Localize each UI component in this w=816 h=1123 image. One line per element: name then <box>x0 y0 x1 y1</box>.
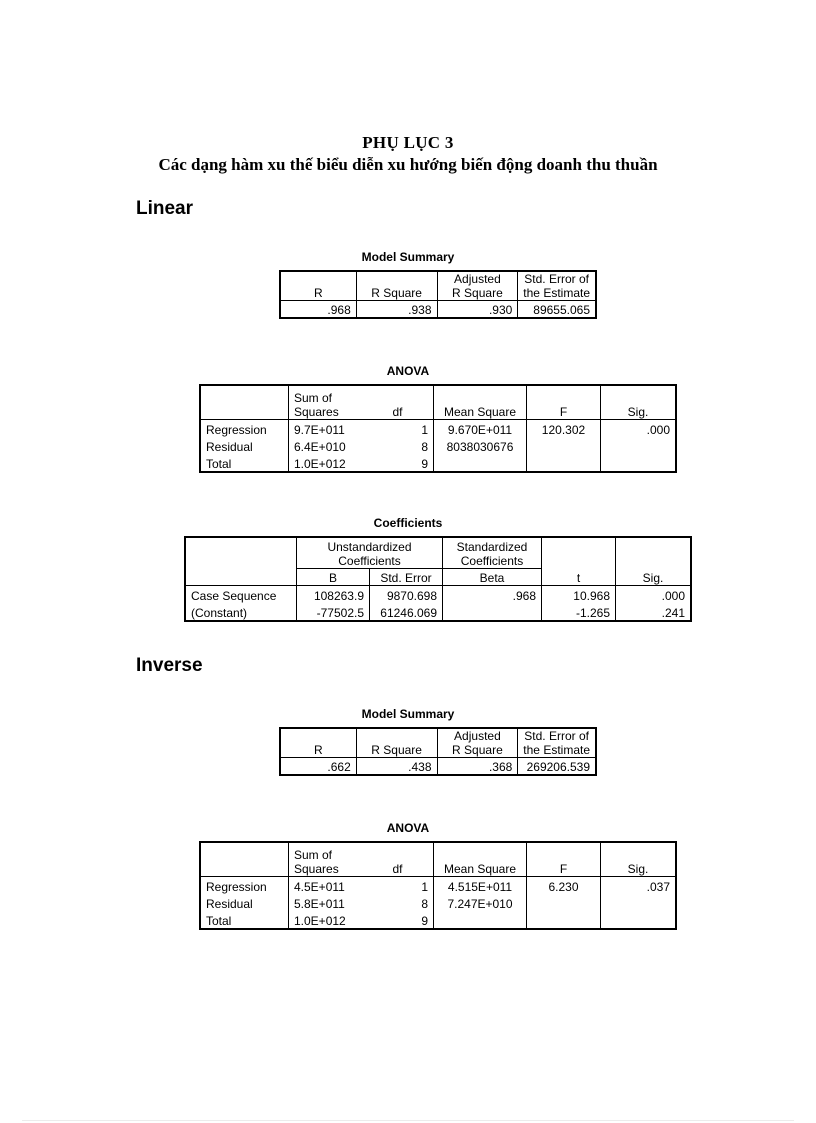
header-group-unstandardized <box>297 537 443 569</box>
value-cell <box>527 454 601 472</box>
header-cell <box>518 271 596 301</box>
header-cell: F <box>527 842 601 877</box>
header-cell: df <box>392 405 403 419</box>
header-cell <box>289 385 363 420</box>
value-cell: 5.8E+011 <box>289 894 363 911</box>
header-cell: F <box>527 385 601 420</box>
value-cell: .662 <box>280 758 356 776</box>
value-cell <box>443 603 542 621</box>
header-line: Std. Error of <box>524 729 589 743</box>
value-cell: 9870.698 <box>370 586 443 604</box>
value-cell: 1.0E+012 <box>289 911 363 929</box>
value-cell: 7.247E+010 <box>434 894 527 911</box>
model-summary-table <box>279 727 597 776</box>
value-cell: 8 <box>421 440 428 454</box>
row-label: Regression <box>200 420 289 438</box>
header-cell-empty <box>200 842 289 877</box>
header-line: Coefficients <box>460 554 524 568</box>
model-summary-caption: Model Summary <box>361 707 455 721</box>
table-row <box>200 911 676 929</box>
header-line: Adjusted <box>454 272 501 286</box>
value-cell: -77502.5 <box>297 603 370 621</box>
header-line: R Square <box>452 286 503 300</box>
header-line: the Estimate <box>523 743 590 757</box>
header-line: the Estimate <box>523 286 590 300</box>
table-row <box>200 420 676 438</box>
value-cell: .938 <box>356 301 437 319</box>
value-cell: 9 <box>421 914 428 928</box>
value-cell: 9 <box>421 457 428 471</box>
value-cell: .438 <box>356 758 437 776</box>
value-cell: 8038030676 <box>434 437 527 454</box>
section-heading-inverse: Inverse <box>136 655 203 676</box>
appendix-title: PHỤ LỤC 3 <box>362 133 454 152</box>
header-cell: B <box>297 569 370 586</box>
row-label: Residual <box>206 897 253 911</box>
header-cell: Mean Square <box>434 842 527 877</box>
header-cell: t <box>542 537 616 586</box>
value-cell <box>434 454 527 472</box>
anova-caption: ANOVA <box>386 821 430 835</box>
value-cell <box>601 894 677 911</box>
table-row <box>200 454 676 472</box>
value-cell: 61246.069 <box>370 603 443 621</box>
row-label: Regression <box>200 877 289 895</box>
header-line: Std. Error of <box>524 272 589 286</box>
header-cell: R Square <box>356 271 437 301</box>
value-cell: 1 <box>362 877 434 895</box>
value-cell: .000 <box>601 420 677 438</box>
value-cell: .037 <box>601 877 677 895</box>
value-cell: -1.265 <box>542 603 616 621</box>
value-cell: 6.230 <box>527 877 601 895</box>
coefficients-caption: Coefficients <box>373 516 443 530</box>
table-row <box>185 603 691 621</box>
header-cell: R <box>314 286 323 300</box>
value-cell: 1 <box>362 420 434 438</box>
value-cell: 89655.065 <box>518 301 596 319</box>
row-label: (Constant) <box>191 606 248 620</box>
header-cell <box>518 728 596 758</box>
page-bottom-rule <box>22 1120 794 1121</box>
anova-table <box>199 384 677 473</box>
header-cell-empty <box>200 385 289 420</box>
table-row <box>200 437 676 454</box>
header-line: Sum of <box>294 391 333 405</box>
value-cell: 10.968 <box>542 586 616 604</box>
value-cell <box>601 454 677 472</box>
value-cell: 6.4E+010 <box>289 437 363 454</box>
value-cell: .000 <box>616 586 692 604</box>
header-line: Squares <box>294 862 339 876</box>
value-cell: 8 <box>421 897 428 911</box>
header-line: Sum of <box>294 848 333 862</box>
header-cell: Sig. <box>601 385 677 420</box>
value-cell: .930 <box>437 301 518 319</box>
model-summary-table <box>279 270 597 319</box>
value-cell <box>527 437 601 454</box>
header-cell: R <box>314 743 323 757</box>
anova-caption: ANOVA <box>386 364 430 378</box>
value-cell: 9.670E+011 <box>434 420 527 438</box>
section-heading-linear: Linear <box>136 198 194 219</box>
value-cell: .968 <box>443 586 542 604</box>
table-row <box>200 894 676 911</box>
header-line: Standardized <box>456 540 528 554</box>
value-cell: 9.7E+011 <box>289 420 363 438</box>
value-cell <box>434 911 527 929</box>
value-cell <box>601 911 677 929</box>
coefficients-table <box>184 536 692 622</box>
value-cell: 120.302 <box>527 420 601 438</box>
row-label: Total <box>206 457 232 471</box>
row-label: Case Sequence <box>185 586 297 604</box>
header-line: Coefficients <box>338 554 401 568</box>
row-label: Residual <box>206 440 253 454</box>
header-cell: Std. Error <box>370 569 443 586</box>
appendix-subtitle: Các dạng hàm xu thế biểu diễn xu hướng biến động doanh thu thuần <box>158 155 658 174</box>
header-cell-empty <box>185 537 297 586</box>
header-line: R Square <box>452 743 503 757</box>
value-cell <box>601 437 677 454</box>
table-row <box>185 586 691 604</box>
header-cell <box>437 271 518 301</box>
header-cell: df <box>392 862 403 876</box>
value-cell <box>527 894 601 911</box>
header-group-standardized <box>443 537 542 569</box>
value-cell: .241 <box>616 603 692 621</box>
value-cell: .968 <box>280 301 356 319</box>
value-cell: 4.515E+011 <box>434 877 527 895</box>
header-line: Unstandardized <box>327 540 412 554</box>
model-summary-caption: Model Summary <box>361 250 455 264</box>
header-cell: Mean Square <box>434 385 527 420</box>
header-line: Adjusted <box>454 729 501 743</box>
value-cell <box>527 911 601 929</box>
header-cell: R Square <box>356 728 437 758</box>
table-row <box>200 877 676 895</box>
header-cell <box>437 728 518 758</box>
anova-table <box>199 841 677 930</box>
value-cell: .368 <box>437 758 518 776</box>
value-cell: 108263.9 <box>297 586 370 604</box>
header-cell: Sig. <box>616 537 692 586</box>
header-line: Squares <box>294 405 339 419</box>
header-cell: Sig. <box>601 842 677 877</box>
header-cell: Beta <box>443 569 542 586</box>
header-cell <box>289 842 363 877</box>
row-label: Total <box>206 914 232 928</box>
value-cell: 4.5E+011 <box>289 877 363 895</box>
value-cell: 269206.539 <box>518 758 596 776</box>
value-cell: 1.0E+012 <box>289 454 363 472</box>
